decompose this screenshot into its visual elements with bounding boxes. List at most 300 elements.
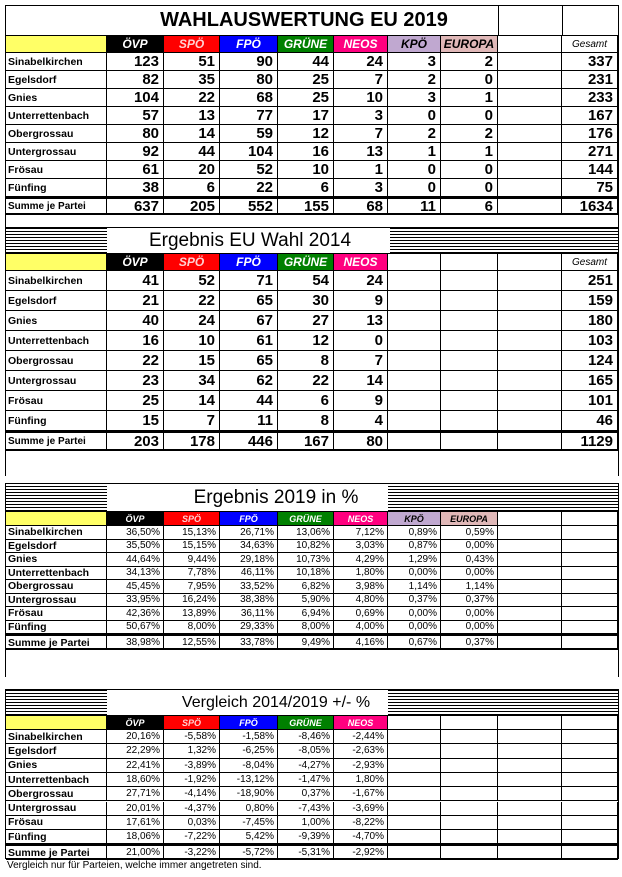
empty-cell: [562, 540, 618, 554]
total-cell: 1129: [562, 433, 618, 451]
empty-cell: [562, 744, 618, 758]
title-hatch-left: [6, 484, 107, 511]
party-header-fpo: FPÖ: [220, 512, 278, 526]
empty-cell: [441, 802, 498, 816]
value-cell-neos: -2,93%: [334, 759, 388, 773]
header-empty-cell: [388, 254, 441, 271]
value-cell-fpo: 38,38%: [220, 594, 278, 608]
value-cell-spo: 7,95%: [164, 580, 220, 594]
section4-header-row: [6, 716, 618, 730]
empty-cell: [498, 331, 562, 351]
total-cell: 337: [562, 53, 618, 71]
empty-cell: [498, 391, 562, 411]
empty-cell: [388, 311, 441, 331]
value-cell-ovp: 42,36%: [107, 607, 164, 621]
total-cell: 101: [562, 391, 618, 411]
value-cell-grune: 25: [278, 71, 334, 89]
title-hatch-right: [390, 228, 618, 253]
value-cell-grune: 16: [278, 143, 334, 161]
value-cell-neos: -4,70%: [334, 830, 388, 844]
value-cell-grune: 54: [278, 271, 334, 291]
value-cell-neos: 68: [334, 199, 388, 215]
value-cell-spo: -3,22%: [164, 846, 220, 860]
empty-cell: [498, 371, 562, 391]
table-row: [6, 161, 618, 179]
total-cell: 75: [562, 179, 618, 197]
sum-row: [6, 634, 618, 650]
empty-cell: [562, 846, 618, 860]
municipality-name: Untergrossau: [6, 143, 107, 161]
value-cell-spo: 14: [164, 391, 220, 411]
table-row: [6, 271, 618, 291]
value-cell-spo: 1,32%: [164, 744, 220, 758]
empty-cell: [498, 621, 562, 635]
value-cell-neos: 80: [334, 433, 388, 451]
empty-cell: [498, 53, 562, 71]
table-row: [6, 773, 618, 787]
party-header-fpo: FPÖ: [220, 254, 278, 271]
total-cell: 144: [562, 161, 618, 179]
value-cell-fpo: -1,58%: [220, 730, 278, 744]
section-title: Vergleich 2014/2019 +/- %: [164, 690, 388, 715]
municipality-name: Fünfing: [6, 411, 107, 431]
value-cell-kpo: 2: [388, 125, 441, 143]
value-cell-grune: 10: [278, 161, 334, 179]
empty-cell: [498, 526, 562, 540]
empty-cell: [441, 311, 498, 331]
sum-row: [6, 431, 618, 451]
value-cell-fpo: 552: [220, 199, 278, 215]
value-cell-spo: 44: [164, 143, 220, 161]
value-cell-neos: 3: [334, 107, 388, 125]
value-cell-ovp: 22: [107, 351, 164, 371]
empty-cell: [388, 759, 441, 773]
header-empty-cell: [562, 716, 618, 730]
value-cell-spo: 14: [164, 125, 220, 143]
value-cell-spo: 34: [164, 371, 220, 391]
sum-row: [6, 844, 618, 860]
value-cell-grune: -4,27%: [278, 759, 334, 773]
value-cell-neos: 10: [334, 89, 388, 107]
section2-title-row: [6, 228, 618, 254]
municipality-name: Egelsdorf: [6, 291, 107, 311]
value-cell-fpo: 77: [220, 107, 278, 125]
sum-label: Summe je Partei: [6, 846, 107, 860]
value-cell-ovp: 80: [107, 125, 164, 143]
spreadsheet: [1, 1, 621, 875]
value-cell-fpo: 59: [220, 125, 278, 143]
value-cell-europa: 2: [441, 53, 498, 71]
sum-label: Summe je Partei: [6, 199, 107, 215]
municipality-name: Fünfing: [6, 830, 107, 844]
value-cell-europa: 0,37%: [441, 594, 498, 608]
empty-cell: [498, 759, 562, 773]
section2-table: [5, 227, 619, 450]
section-title: WAHLAUSWERTUNG EU 2019: [110, 6, 498, 35]
value-cell-ovp: 18,60%: [107, 773, 164, 787]
value-cell-neos: 13: [334, 143, 388, 161]
value-cell-europa: 2: [441, 125, 498, 143]
empty-cell: [441, 411, 498, 431]
empty-cell: [498, 580, 562, 594]
municipality-name: Fünfing: [6, 621, 107, 635]
table-row: [6, 730, 618, 744]
table-row: [6, 540, 618, 554]
value-cell-neos: 1: [334, 161, 388, 179]
header-empty-cell: [388, 716, 441, 730]
value-cell-fpo: 104: [220, 143, 278, 161]
value-cell-neos: 9: [334, 291, 388, 311]
value-cell-europa: 0,59%: [441, 526, 498, 540]
value-cell-grune: 25: [278, 89, 334, 107]
empty-cell: [498, 540, 562, 554]
value-cell-neos: -3,69%: [334, 802, 388, 816]
value-cell-grune: 1,00%: [278, 816, 334, 830]
gesamt-header: Gesamt: [562, 254, 618, 271]
empty-cell: [498, 143, 562, 161]
spacer: [5, 649, 619, 677]
empty-cell: [562, 636, 618, 650]
value-cell-neos: 7: [334, 71, 388, 89]
value-cell-spo: -7,22%: [164, 830, 220, 844]
party-header-fpo: FPÖ: [220, 36, 278, 53]
value-cell-fpo: 65: [220, 351, 278, 371]
value-cell-ovp: 123: [107, 53, 164, 71]
section1-table: [5, 5, 619, 214]
value-cell-grune: -5,31%: [278, 846, 334, 860]
empty-cell: [562, 607, 618, 621]
party-header-neos: NEOS: [334, 716, 388, 730]
value-cell-grune: 22: [278, 371, 334, 391]
value-cell-fpo: -18,90%: [220, 787, 278, 801]
value-cell-grune: 155: [278, 199, 334, 215]
value-cell-fpo: -7,45%: [220, 816, 278, 830]
value-cell-fpo: 80: [220, 71, 278, 89]
municipality-name: Gnies: [6, 759, 107, 773]
value-cell-neos: -1,67%: [334, 787, 388, 801]
party-header-grune: GRÜNE: [278, 716, 334, 730]
empty-cell: [498, 71, 562, 89]
value-cell-grune: -1,47%: [278, 773, 334, 787]
value-cell-fpo: 29,18%: [220, 553, 278, 567]
party-header-neos: NEOS: [334, 36, 388, 53]
value-cell-spo: 15: [164, 351, 220, 371]
party-header-europa: EUROPA: [441, 36, 498, 53]
value-cell-ovp: 33,95%: [107, 594, 164, 608]
value-cell-ovp: 38: [107, 179, 164, 197]
empty-cell: [498, 607, 562, 621]
section3-title-row: [6, 484, 618, 512]
table-row: [6, 607, 618, 621]
header-empty-cell: [498, 254, 562, 271]
title-grid-line: [562, 6, 563, 36]
municipality-name: Gnies: [6, 311, 107, 331]
value-cell-fpo: 46,11%: [220, 567, 278, 581]
value-cell-neos: 4,80%: [334, 594, 388, 608]
value-cell-spo: -3,89%: [164, 759, 220, 773]
empty-cell: [441, 391, 498, 411]
value-cell-neos: 24: [334, 271, 388, 291]
section-title: Ergebnis 2019 in %: [164, 484, 388, 511]
sum-label: Summe je Partei: [6, 433, 107, 451]
value-cell-ovp: 104: [107, 89, 164, 107]
value-cell-grune: -8,46%: [278, 730, 334, 744]
value-cell-fpo: 52: [220, 161, 278, 179]
party-header-europa: EUROPA: [441, 512, 498, 526]
empty-cell: [498, 846, 562, 860]
value-cell-ovp: 34,13%: [107, 567, 164, 581]
empty-cell: [498, 744, 562, 758]
value-cell-grune: 10,73%: [278, 553, 334, 567]
empty-cell: [441, 433, 498, 451]
value-cell-kpo: 3: [388, 53, 441, 71]
value-cell-ovp: 22,41%: [107, 759, 164, 773]
value-cell-neos: 7: [334, 351, 388, 371]
footnote: Vergleich nur für Parteien, welche immer angetreten sind.: [7, 860, 262, 872]
empty-cell: [498, 816, 562, 830]
value-cell-grune: 8,00%: [278, 621, 334, 635]
empty-cell: [441, 744, 498, 758]
value-cell-europa: 0,37%: [441, 636, 498, 650]
party-header-ovp: ÖVP: [107, 36, 164, 53]
value-cell-grune: 8: [278, 351, 334, 371]
total-cell: 1634: [562, 199, 618, 215]
value-cell-ovp: 20,16%: [107, 730, 164, 744]
value-cell-neos: 3,98%: [334, 580, 388, 594]
empty-cell: [562, 553, 618, 567]
value-cell-ovp: 82: [107, 71, 164, 89]
value-cell-kpo: 0,87%: [388, 540, 441, 554]
value-cell-spo: 35: [164, 71, 220, 89]
value-cell-europa: 0: [441, 161, 498, 179]
value-cell-grune: 6,82%: [278, 580, 334, 594]
party-header-ovp: ÖVP: [107, 512, 164, 526]
value-cell-neos: 0: [334, 331, 388, 351]
total-cell: 233: [562, 89, 618, 107]
value-cell-fpo: 33,78%: [220, 636, 278, 650]
value-cell-neos: 0,69%: [334, 607, 388, 621]
municipality-name: Untergrossau: [6, 371, 107, 391]
title-hatch-left: [6, 690, 107, 715]
empty-cell: [388, 773, 441, 787]
value-cell-kpo: 3: [388, 89, 441, 107]
value-cell-kpo: 1,29%: [388, 553, 441, 567]
party-header-spo: SPÖ: [164, 512, 220, 526]
value-cell-fpo: 71: [220, 271, 278, 291]
empty-cell: [498, 311, 562, 331]
empty-cell: [498, 636, 562, 650]
empty-cell: [498, 271, 562, 291]
value-cell-grune: 8: [278, 411, 334, 431]
party-header-grune: GRÜNE: [278, 512, 334, 526]
empty-cell: [441, 331, 498, 351]
value-cell-grune: -8,05%: [278, 744, 334, 758]
value-cell-grune: -9,39%: [278, 830, 334, 844]
empty-cell: [562, 730, 618, 744]
total-cell: 103: [562, 331, 618, 351]
header-label-cell: [6, 512, 107, 526]
value-cell-ovp: 57: [107, 107, 164, 125]
value-cell-fpo: -13,12%: [220, 773, 278, 787]
value-cell-neos: 3,03%: [334, 540, 388, 554]
municipality-name: Obergrossau: [6, 125, 107, 143]
empty-cell: [498, 107, 562, 125]
empty-cell: [498, 199, 562, 215]
value-cell-ovp: 38,98%: [107, 636, 164, 650]
party-header-spo: SPÖ: [164, 716, 220, 730]
value-cell-grune: 17: [278, 107, 334, 125]
municipality-name: Sinabelkirchen: [6, 730, 107, 744]
value-cell-grune: 44: [278, 53, 334, 71]
table-row: [6, 787, 618, 801]
empty-cell: [388, 351, 441, 371]
value-cell-ovp: 17,61%: [107, 816, 164, 830]
empty-cell: [441, 773, 498, 787]
header-empty-cell: [498, 512, 562, 526]
title-hatch-left: [6, 228, 107, 253]
value-cell-ovp: 45,45%: [107, 580, 164, 594]
total-cell: 165: [562, 371, 618, 391]
value-cell-spo: 7: [164, 411, 220, 431]
value-cell-spo: 22: [164, 89, 220, 107]
value-cell-spo: 7,78%: [164, 567, 220, 581]
empty-cell: [441, 371, 498, 391]
empty-cell: [498, 179, 562, 197]
value-cell-fpo: 5,42%: [220, 830, 278, 844]
value-cell-neos: -2,63%: [334, 744, 388, 758]
value-cell-neos: 13: [334, 311, 388, 331]
value-cell-ovp: 36,50%: [107, 526, 164, 540]
municipality-name: Gnies: [6, 553, 107, 567]
value-cell-neos: 4,16%: [334, 636, 388, 650]
value-cell-ovp: 637: [107, 199, 164, 215]
value-cell-grune: -7,43%: [278, 802, 334, 816]
value-cell-fpo: 29,33%: [220, 621, 278, 635]
value-cell-neos: 9: [334, 391, 388, 411]
title-grid-line: [498, 6, 499, 36]
value-cell-grune: 5,90%: [278, 594, 334, 608]
municipality-name: Frösau: [6, 816, 107, 830]
value-cell-ovp: 41: [107, 271, 164, 291]
value-cell-europa: 1: [441, 89, 498, 107]
empty-cell: [562, 580, 618, 594]
value-cell-spo: 22: [164, 291, 220, 311]
value-cell-ovp: 23: [107, 371, 164, 391]
value-cell-spo: 51: [164, 53, 220, 71]
municipality-name: Obergrossau: [6, 787, 107, 801]
party-header-fpo: FPÖ: [220, 716, 278, 730]
value-cell-kpo: 0,00%: [388, 567, 441, 581]
value-cell-grune: 9,49%: [278, 636, 334, 650]
table-row: [6, 816, 618, 830]
value-cell-fpo: 61: [220, 331, 278, 351]
empty-cell: [441, 816, 498, 830]
value-cell-fpo: 446: [220, 433, 278, 451]
municipality-name: Sinabelkirchen: [6, 271, 107, 291]
section1-title-row: [6, 6, 618, 36]
value-cell-fpo: 22: [220, 179, 278, 197]
section-title: Ergebnis EU Wahl 2014: [110, 228, 390, 253]
value-cell-fpo: -5,72%: [220, 846, 278, 860]
value-cell-spo: 12,55%: [164, 636, 220, 650]
party-header-grune: GRÜNE: [278, 36, 334, 53]
total-cell: 180: [562, 311, 618, 331]
value-cell-spo: 15,15%: [164, 540, 220, 554]
empty-cell: [441, 291, 498, 311]
value-cell-spo: -1,92%: [164, 773, 220, 787]
table-row: [6, 291, 618, 311]
empty-cell: [388, 371, 441, 391]
table-row: [6, 143, 618, 161]
table-row: [6, 830, 618, 844]
table-row: [6, 411, 618, 431]
value-cell-spo: 178: [164, 433, 220, 451]
value-cell-grune: 12: [278, 125, 334, 143]
value-cell-fpo: 33,52%: [220, 580, 278, 594]
value-cell-europa: 0: [441, 179, 498, 197]
value-cell-kpo: 1: [388, 143, 441, 161]
value-cell-grune: 27: [278, 311, 334, 331]
value-cell-fpo: 67: [220, 311, 278, 331]
value-cell-spo: 13,89%: [164, 607, 220, 621]
empty-cell: [498, 89, 562, 107]
section4-table: [5, 689, 619, 859]
value-cell-ovp: 22,29%: [107, 744, 164, 758]
value-cell-europa: 0,00%: [441, 567, 498, 581]
empty-cell: [562, 802, 618, 816]
empty-cell: [388, 846, 441, 860]
value-cell-neos: 1,80%: [334, 773, 388, 787]
value-cell-grune: 30: [278, 291, 334, 311]
value-cell-fpo: -6,25%: [220, 744, 278, 758]
value-cell-neos: 24: [334, 53, 388, 71]
party-header-spo: SPÖ: [164, 36, 220, 53]
empty-cell: [562, 759, 618, 773]
value-cell-spo: 15,13%: [164, 526, 220, 540]
value-cell-grune: 10,82%: [278, 540, 334, 554]
empty-cell: [388, 411, 441, 431]
table-row: [6, 71, 618, 89]
municipality-name: Egelsdorf: [6, 744, 107, 758]
municipality-name: Frösau: [6, 161, 107, 179]
empty-cell: [562, 816, 618, 830]
empty-cell: [498, 567, 562, 581]
value-cell-europa: 6: [441, 199, 498, 215]
value-cell-neos: 7: [334, 125, 388, 143]
value-cell-kpo: 0,67%: [388, 636, 441, 650]
value-cell-kpo: 1,14%: [388, 580, 441, 594]
sum-label: Summe je Partei: [6, 636, 107, 650]
value-cell-ovp: 18,06%: [107, 830, 164, 844]
title-hatch-right: [388, 690, 618, 715]
header-label-cell: [6, 254, 107, 271]
party-header-ovp: ÖVP: [107, 716, 164, 730]
value-cell-fpo: 68: [220, 89, 278, 107]
value-cell-spo: 205: [164, 199, 220, 215]
total-cell: 271: [562, 143, 618, 161]
total-cell: 251: [562, 271, 618, 291]
value-cell-spo: 13: [164, 107, 220, 125]
empty-cell: [498, 161, 562, 179]
value-cell-kpo: 0: [388, 107, 441, 125]
value-cell-spo: 10: [164, 331, 220, 351]
title-hatch-right: [388, 484, 618, 511]
total-cell: 124: [562, 351, 618, 371]
value-cell-grune: 6,94%: [278, 607, 334, 621]
municipality-name: Frösau: [6, 607, 107, 621]
municipality-name: Obergrossau: [6, 580, 107, 594]
value-cell-fpo: -8,04%: [220, 759, 278, 773]
